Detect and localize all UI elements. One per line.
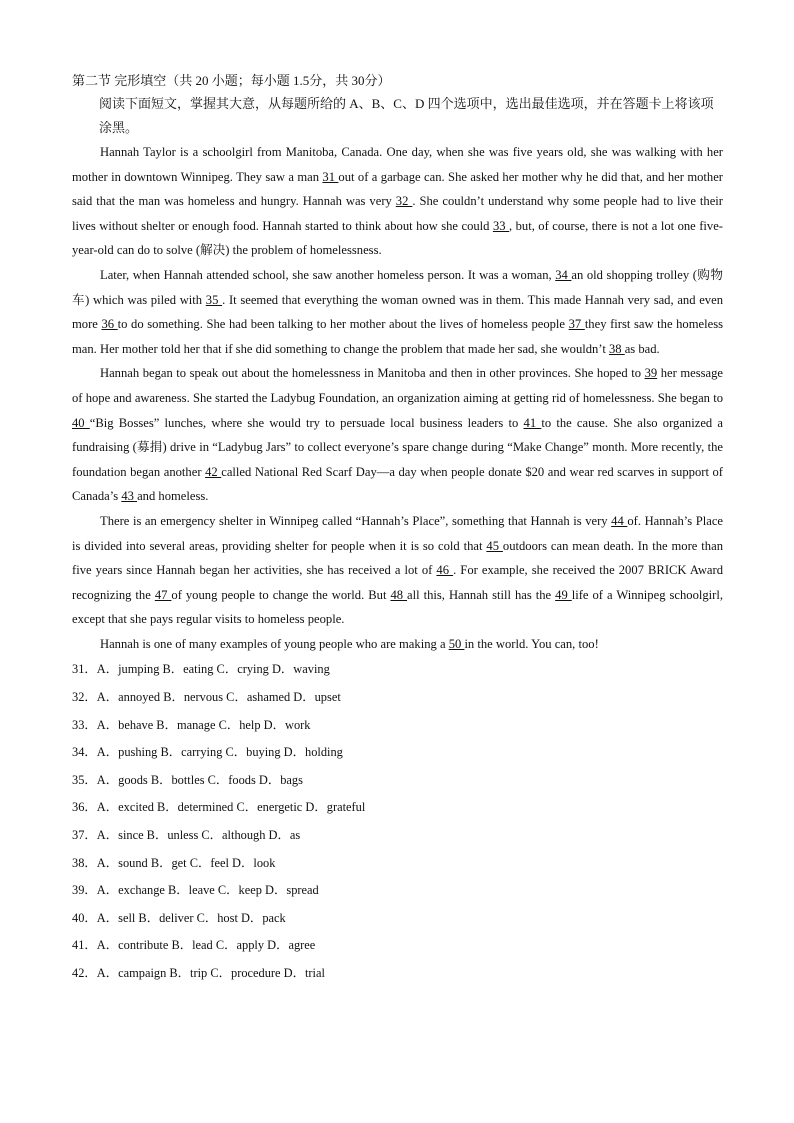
passage-text: outdoors can mean death. In the more than five years since Hannah began her activities, she has received a lot of xyxy=(72,538,723,578)
passage-text: “Big Bosses” lunches, where she would try to persuade local business leaders to xyxy=(89,415,524,430)
passage-text: . It seemed that everything the woman owned was in them. This made Hannah very sad, and even more xyxy=(72,292,723,332)
passage-text: Hannah began to speak out about the homelessness in Manitoba and then in other provinces. She hoped to xyxy=(100,366,645,381)
passage-text: . She couldn’t understand why some people had to live their lives without shelter or enough food. Hannah started to think about how she could xyxy=(72,194,723,233)
question-options: 38．A．sound B．get C．feel D．look xyxy=(72,855,276,870)
cloze-blank: 34 xyxy=(555,267,572,282)
passage-paragraph xyxy=(72,509,723,632)
cloze-blank: 42 xyxy=(205,464,222,479)
passage-text: as bad. xyxy=(624,341,660,356)
passage-text: and homeless. xyxy=(137,489,209,504)
cloze-blank: 43 xyxy=(121,489,138,504)
passage-text: an old shopping trolley (购物车) which was piled with xyxy=(72,267,723,307)
passage-text: they first saw the homeless man. Her mother told her that if she did something to change the problem that made her sad, she wouldn’t xyxy=(72,317,723,356)
cloze-blank: 32 xyxy=(395,194,413,209)
passage-text: of. Hannah’s Place is divided into several areas, providing shelter for people when it is so cold that xyxy=(72,513,723,553)
cloze-blank: 50 xyxy=(448,636,465,651)
passage-text: There is an emergency shelter in Winnipeg called “Hannah’s Place”, something that Hannah is very xyxy=(100,513,612,528)
question-options: 33．A．behave B．manage C．help D．work xyxy=(72,717,311,732)
passage-text: Hannah Taylor is a schoolgirl from Manitoba, Canada. One day, when she was five years old, she was walking with her mother in downtown Winnipeg. They saw a man xyxy=(72,145,723,184)
cloze-blank: 48 xyxy=(390,587,408,602)
cloze-blank: 33 xyxy=(492,218,509,233)
passage-paragraph xyxy=(72,632,723,657)
cloze-blank: 38 xyxy=(608,341,625,356)
passage-text: life of a Winnipeg schoolgirl, except that she pays regular visits to homeless people. xyxy=(72,587,723,627)
passage-text: Hannah is one of many examples of young people who are making a xyxy=(100,636,449,651)
passage-text: all this, Hannah still has the xyxy=(407,587,556,602)
cloze-blank: 36 xyxy=(101,317,118,332)
cloze-blank: 41 xyxy=(523,415,542,430)
passage-text: . For example, she received the 2007 BRICK Award recognizing the xyxy=(72,563,723,602)
cloze-blank: 35 xyxy=(205,292,223,307)
question-options: 31．A．jumping B．eating C．crying D．waving xyxy=(72,662,330,677)
passage-text: in the world. You can, too! xyxy=(464,636,599,651)
passage-text: her message of hope and awareness. She started the Ladybug Foundation, an organization aiming at getting rid of homelessness. She began to xyxy=(72,366,723,405)
passage-text: of young people to change the world. But xyxy=(171,587,391,602)
question-options: 41．A．contribute B．lead C．apply D．agree xyxy=(72,938,316,953)
passage-paragraph xyxy=(72,263,723,361)
cloze-blank: 31 xyxy=(322,169,339,184)
question-options: 39．A．exchange B．leave C．keep D．spread xyxy=(72,883,319,898)
passage-text: out of a garbage can. She asked her mother why he did that, and her mother said that the man was homeless and hungry. Hannah was very xyxy=(72,169,723,209)
passage-text: Later, when Hannah attended school, she saw another homeless person. It was a woman, xyxy=(100,267,556,282)
cloze-blank: 47 xyxy=(154,587,172,602)
options-list xyxy=(72,656,723,987)
cloze-passage xyxy=(72,140,723,656)
section-instruction: 阅读下面短文，掌握其大意，从每题所给的 A、B、C、D 四个选项中，选出最佳选项，并在答题卡上将该项涂黑。 xyxy=(99,96,714,135)
cloze-blank: 45 xyxy=(486,538,503,553)
cloze-blank: 46 xyxy=(436,563,454,578)
question-options: 37．A．since B．unless C．although D．as xyxy=(72,828,301,843)
question-options: 34．A．pushing B．carrying C．buying D．holding xyxy=(72,745,343,760)
exam-page xyxy=(72,70,723,988)
question-options: 42．A．campaign B．trip C．procedure D．trial xyxy=(72,966,325,980)
passage-paragraph xyxy=(72,140,723,263)
passage-text: to the cause. She also organized a fundraising (募捐) drive in “Ladybug Jars” to collect everyone’s spare change during “Make Change” month. More recently, the foundation began another xyxy=(72,415,723,479)
question-options: 36．A．excited B．determined C．energetic D．grateful xyxy=(72,800,366,815)
cloze-blank: 39 xyxy=(644,366,658,381)
cloze-blank: 40 xyxy=(72,415,90,430)
cloze-blank: 37 xyxy=(568,317,585,332)
cloze-blank: 49 xyxy=(555,587,572,602)
passage-text: called National Red Scarf Day—a day when people donate $20 and wear red scarves in support of Canada’s xyxy=(72,464,723,504)
question-options: 35．A．goods B．bottles C．foods D．bags xyxy=(72,772,303,787)
passage-text: , but, of course, there is not a lot one five-year-old can do to solve (解决) the problem of homelessness. xyxy=(72,218,723,258)
question-options: 40．A．sell B．deliver C．host D．pack xyxy=(72,910,286,925)
passage-text: to do something. She had been talking to her mother about the lives of homeless people xyxy=(117,317,569,332)
passage-paragraph xyxy=(72,361,723,509)
question-options: 32．A．annoyed B．nervous C．ashamed D．upset xyxy=(72,690,341,705)
cloze-blank: 44 xyxy=(611,513,628,528)
section-heading: 第二节 完形填空（共 20 小题；每小题 1.5分，共 30分） xyxy=(72,73,391,88)
